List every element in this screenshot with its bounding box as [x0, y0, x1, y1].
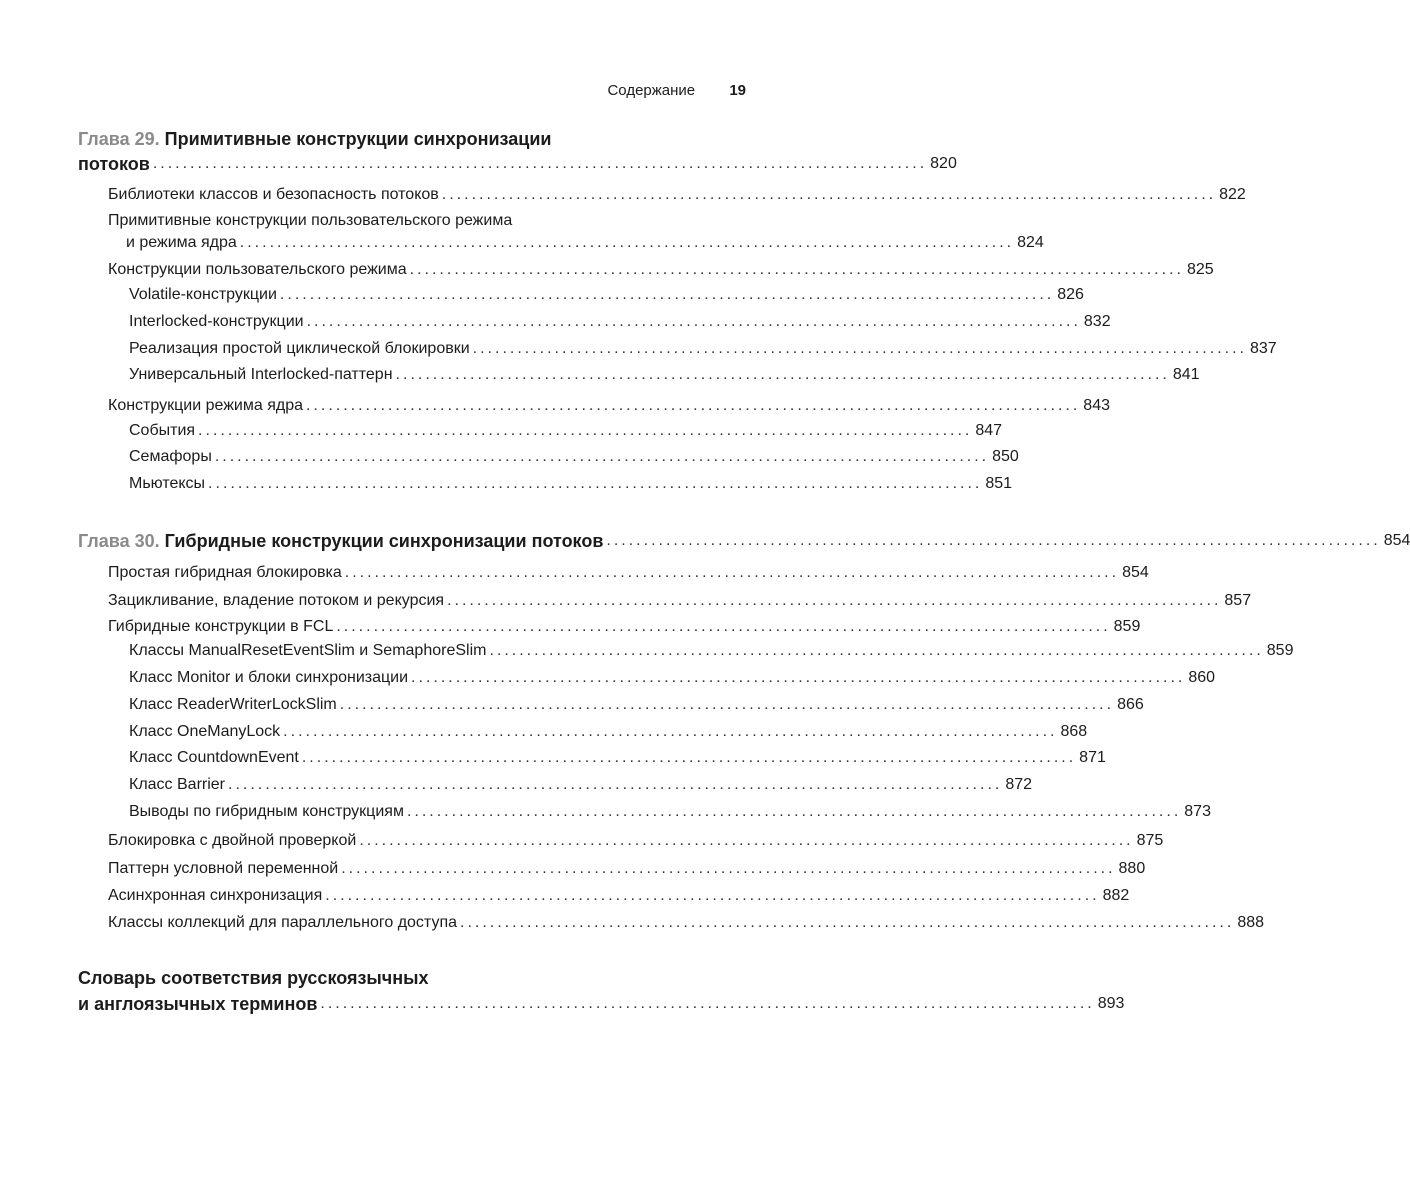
- entry-label: Выводы по гибридным конструкциям: [129, 803, 404, 820]
- page-number: 843: [1083, 397, 1110, 414]
- toc-entry[interactable]: [129, 775, 1033, 795]
- dot-leader: ........................................................................................................: [339, 696, 1115, 713]
- page-number: 841: [1172, 366, 1200, 383]
- chapter-29-title[interactable]: [78, 128, 551, 150]
- toc-entry[interactable]: [129, 365, 1200, 385]
- page-number: 872: [1005, 776, 1033, 793]
- dot-leader: ........................................................................................................: [359, 832, 1134, 849]
- dot-leader: ........................................................................................................: [441, 186, 1217, 203]
- dot-leader: ........................................................................................................: [320, 995, 1095, 1012]
- dot-leader: ........................................................................................................: [198, 422, 973, 439]
- page-number: 824: [1017, 234, 1044, 251]
- page-number: 857: [1224, 592, 1252, 609]
- toc-entry[interactable]: [126, 233, 1044, 253]
- entry-label: События: [129, 422, 196, 439]
- dot-leader: ........................................................................................................: [606, 532, 1381, 549]
- dot-leader: ........................................................................................................: [279, 286, 1055, 303]
- page-number: 873: [1184, 803, 1211, 820]
- page-number: 880: [1118, 860, 1146, 877]
- dot-leader: ........................................................................................................: [341, 860, 1116, 877]
- dot-leader: ........................................................................................................: [208, 475, 983, 492]
- entry-label: Класс CountdownEvent: [129, 749, 299, 766]
- entry-label: Конструкции режима ядра: [108, 397, 303, 414]
- toc-entry[interactable]: [108, 185, 1246, 205]
- chapter-30-title-wrap: [78, 530, 603, 552]
- page-number: 868: [1060, 723, 1088, 740]
- toc-entry-glossary[interactable]: [78, 993, 1125, 1015]
- dot-leader: ........................................................................................................: [305, 397, 1081, 414]
- page-number: 854: [1122, 564, 1149, 581]
- toc-entry[interactable]: [129, 695, 1144, 715]
- dot-leader: ........................................................................................................: [395, 366, 1170, 383]
- dot-leader: ........................................................................................................: [409, 261, 1184, 278]
- entry-label: Класс ReaderWriterLockSlim: [129, 696, 337, 713]
- page-number: 871: [1079, 749, 1106, 766]
- page-number: 860: [1188, 669, 1216, 686]
- page-number: 847: [975, 422, 1003, 439]
- chapter-29-title-line1: Примитивные конструкции синхронизации: [164, 129, 552, 149]
- page-number: 825: [1186, 261, 1214, 278]
- page-number: 882: [1102, 887, 1130, 904]
- entry-label: Зацикливание, владение потоком и рекурсия: [108, 592, 445, 609]
- page-number: 859: [1113, 618, 1141, 635]
- dot-leader: ........................................................................................................: [239, 234, 1015, 251]
- dot-leader: ........................................................................................................: [152, 155, 928, 172]
- dot-leader: ........................................................................................................: [472, 340, 1247, 357]
- page-number: 854: [1383, 532, 1410, 549]
- entry-label: Класс Monitor и блоки синхронизации: [129, 669, 409, 686]
- toc-entry[interactable]: [108, 831, 1164, 851]
- page-number: 826: [1057, 286, 1084, 303]
- entry-label: Семафоры: [129, 448, 212, 465]
- header-title: Содержание: [607, 82, 696, 99]
- chapter-30-title: Гибридные конструкции синхронизации потоков: [164, 531, 604, 551]
- page-number: 820: [930, 155, 957, 172]
- dot-leader: ........................................................................................................: [447, 592, 1222, 609]
- dot-leader: ........................................................................................................: [214, 448, 990, 465]
- toc-entry[interactable]: [108, 859, 1146, 879]
- entry-label: Реализация простой циклической блокировки: [129, 340, 470, 357]
- glossary-title-line1: Словарь соответствия русскоязычных: [78, 968, 429, 988]
- chapter-30-prefix: Глава 30.: [78, 531, 160, 551]
- header-page-number: 19: [729, 82, 746, 99]
- entry-label: Библиотеки классов и безопасность потоков: [108, 186, 439, 203]
- dot-leader: ........................................................................................................: [406, 803, 1182, 820]
- glossary-title-line2: и англоязычных терминов: [78, 994, 318, 1014]
- entry-label: Простая гибридная блокировка: [108, 564, 342, 581]
- toc-entry[interactable]: [129, 722, 1088, 742]
- entry-label: Классы коллекций для параллельного доступа: [108, 914, 457, 931]
- entry-label: Гибридные конструкции в FCL: [108, 618, 334, 635]
- entry-label: Блокировка с двойной проверкой: [108, 832, 357, 849]
- chapter-29-title-line2: потоков: [78, 154, 150, 174]
- page-number: 866: [1117, 696, 1144, 713]
- entry-label: Универсальный Interlocked-паттерн: [129, 366, 393, 383]
- toc-entry[interactable]: [108, 260, 1214, 280]
- dot-leader: ........................................................................................................: [411, 669, 1186, 686]
- toc-entry[interactable]: [108, 913, 1265, 933]
- toc-entry[interactable]: [108, 617, 1141, 637]
- dot-leader: ........................................................................................................: [306, 313, 1081, 330]
- toc-entry[interactable]: [129, 641, 1294, 661]
- entry-label-line1: Примитивные конструкции пользовательского режима: [108, 212, 513, 229]
- entry-label: Конструкции пользовательского режима: [108, 261, 407, 278]
- page-number: 875: [1136, 832, 1164, 849]
- toc-entry[interactable]: [108, 563, 1149, 583]
- toc-entry[interactable]: [129, 474, 1013, 494]
- dot-leader: ........................................................................................................: [283, 723, 1058, 740]
- toc-entry[interactable]: [129, 668, 1216, 688]
- page-number: 851: [985, 475, 1013, 492]
- page-number: 888: [1237, 914, 1265, 931]
- entry-label: Класс Barrier: [129, 776, 226, 793]
- toc-entry[interactable]: [129, 312, 1111, 332]
- entry-label: Класс OneManyLock: [129, 723, 281, 740]
- entry-label: Асинхронная синхронизация: [108, 887, 323, 904]
- dot-leader: ........................................................................................................: [460, 914, 1235, 931]
- entry-label: и режима ядра: [126, 234, 237, 251]
- entry-label: Классы ManualResetEventSlim и SemaphoreSlim: [129, 642, 487, 659]
- toc-entry[interactable]: [129, 447, 1019, 467]
- toc-entry-chapter-30[interactable]: [78, 530, 1410, 552]
- dot-leader: ........................................................................................................: [301, 749, 1077, 766]
- page-number: 893: [1097, 995, 1125, 1012]
- dot-leader: ........................................................................................................: [325, 887, 1100, 904]
- running-header: [607, 82, 746, 99]
- page-number: 859: [1266, 642, 1294, 659]
- dot-leader: ........................................................................................................: [228, 776, 1003, 793]
- chapter-29-prefix: Глава 29.: [78, 129, 160, 149]
- dot-leader: ........................................................................................................: [336, 618, 1111, 635]
- page-number: 837: [1249, 340, 1277, 357]
- toc-entry[interactable]: [108, 591, 1252, 611]
- entry-label: Паттерн условной переменной: [108, 860, 339, 877]
- entry-label: Volatile-конструкции: [129, 286, 277, 303]
- page-number: 822: [1219, 186, 1246, 203]
- page-number: 832: [1083, 313, 1111, 330]
- toc-entry[interactable]: [129, 802, 1211, 822]
- toc-entry[interactable]: [129, 748, 1106, 768]
- toc-entry[interactable]: [108, 396, 1110, 416]
- toc-entry[interactable]: [129, 339, 1277, 359]
- dot-leader: ........................................................................................................: [344, 564, 1120, 581]
- dot-leader: ........................................................................................................: [489, 642, 1264, 659]
- entry-label: Interlocked-конструкции: [129, 313, 304, 330]
- toc-entry[interactable]: [129, 285, 1084, 305]
- toc-entry[interactable]: [129, 421, 1003, 441]
- toc-entry[interactable]: [108, 886, 1130, 906]
- entry-label: Мьютексы: [129, 475, 206, 492]
- page-number: 850: [992, 448, 1019, 465]
- toc-entry-chapter-29[interactable]: [78, 153, 957, 175]
